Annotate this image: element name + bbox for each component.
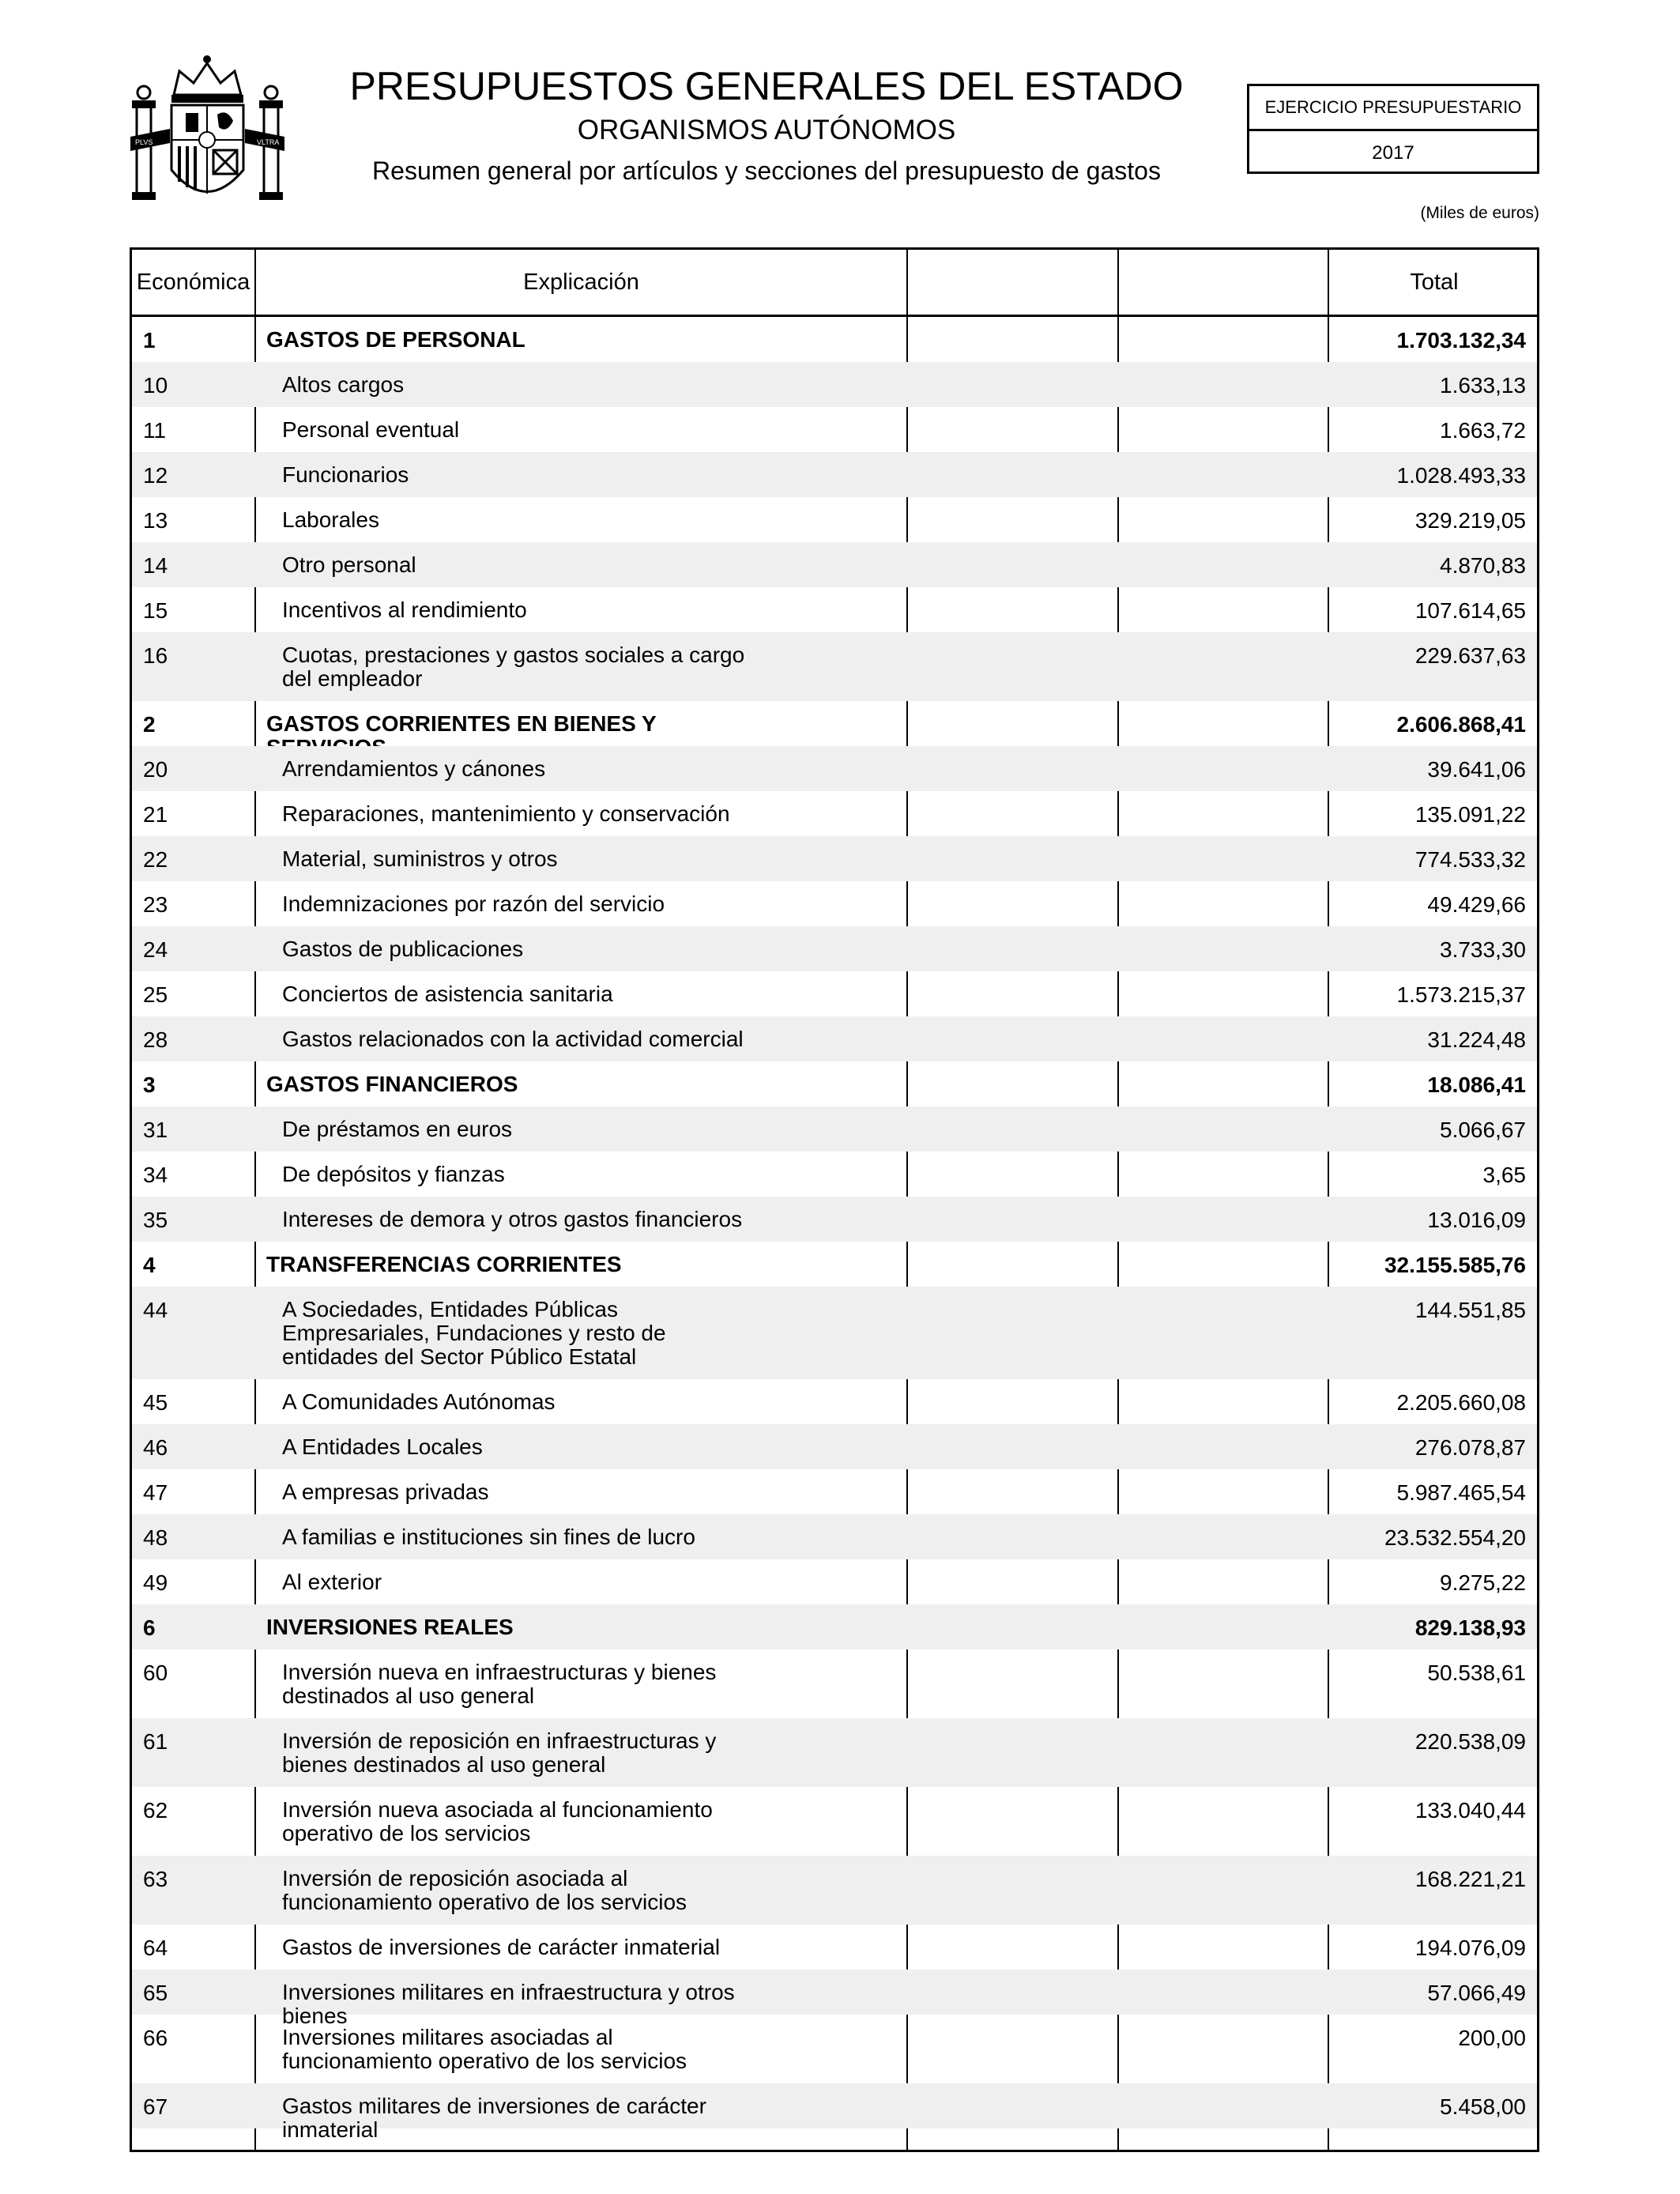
table-row xyxy=(132,1559,1537,1604)
table-row xyxy=(132,2083,1537,2142)
row-code: 13 xyxy=(143,508,168,533)
row-explanation: Gastos de publicaciones xyxy=(282,937,524,961)
row-code: 11 xyxy=(143,418,167,443)
row-total: 18.086,41 xyxy=(1427,1072,1526,1097)
column-header-explicacion: Explicación xyxy=(523,270,639,295)
row-code: 23 xyxy=(143,892,168,917)
row-total: 168.221,21 xyxy=(1414,1867,1526,1891)
row-total: 229.637,63 xyxy=(1414,643,1526,668)
table-row xyxy=(132,836,1537,881)
row-total: 276.078,87 xyxy=(1414,1435,1526,1460)
row-total: 144.551,85 xyxy=(1414,1298,1526,1322)
row-total: 49.429,66 xyxy=(1427,892,1526,917)
table-row xyxy=(132,791,1537,836)
row-code: 12 xyxy=(143,463,168,488)
row-code: 15 xyxy=(143,598,168,623)
row-total: 1.633,13 xyxy=(1440,373,1526,398)
row-total: 1.028.493,33 xyxy=(1396,463,1526,488)
row-explanation: Inversión de reposición asociada al funcionamiento operativo de los servicios xyxy=(282,1866,687,1914)
row-explanation: Intereses de demora y otros gastos financieros xyxy=(282,1207,743,1231)
row-code: 60 xyxy=(143,1661,168,1685)
row-code: 45 xyxy=(143,1390,168,1415)
row-total: 50.538,61 xyxy=(1427,1661,1526,1685)
row-explanation: GASTOS CORRIENTES EN BIENES Y xyxy=(266,711,657,736)
table-row xyxy=(132,1016,1537,1061)
table-section-row xyxy=(132,701,1537,746)
table-row xyxy=(132,1469,1537,1514)
row-explanation: Al exterior xyxy=(282,1570,382,1594)
units-note: (Miles de euros) xyxy=(1420,204,1539,222)
table-row xyxy=(132,1106,1537,1152)
table-row xyxy=(132,452,1537,497)
table-row xyxy=(132,1649,1537,1718)
row-code: 28 xyxy=(143,1027,168,1052)
row-total: 1.663,72 xyxy=(1440,418,1526,443)
row-total: 23.532.554,20 xyxy=(1384,1525,1526,1550)
row-total: 9.275,22 xyxy=(1440,1570,1526,1595)
row-explanation: Gastos relacionados con la actividad comercial xyxy=(282,1027,744,1051)
row-total: 5.458,00 xyxy=(1440,2094,1526,2119)
row-explanation: A familias e instituciones sin fines de lucro xyxy=(282,1525,695,1549)
table-row xyxy=(132,926,1537,971)
row-total: 13.016,09 xyxy=(1427,1208,1526,1232)
table-row xyxy=(132,746,1537,791)
row-explanation: De préstamos en euros xyxy=(282,1117,513,1141)
row-code: 35 xyxy=(143,1208,168,1232)
row-code: 48 xyxy=(143,1525,168,1550)
table-row xyxy=(132,1856,1537,1924)
row-total: 200,00 xyxy=(1458,2026,1526,2050)
row-explanation: Conciertos de asistencia sanitaria xyxy=(282,982,613,1006)
budget-table xyxy=(130,247,1539,2152)
table-section-row xyxy=(132,1604,1537,1649)
row-explanation: TRANSFERENCIAS CORRIENTES xyxy=(266,1252,622,1276)
row-explanation: Personal eventual xyxy=(282,417,460,442)
row-total: 39.641,06 xyxy=(1427,757,1526,782)
page-title: PRESUPUESTOS GENERALES DEL ESTADO xyxy=(349,64,1184,108)
row-code: 4 xyxy=(143,1253,156,1277)
motto-left-label: PLVS xyxy=(135,138,153,146)
row-total: 329.219,05 xyxy=(1414,508,1526,533)
table-row xyxy=(132,1970,1537,2028)
row-explanation: De depósitos y fianzas xyxy=(282,1162,505,1186)
row-explanation: Incentivos al rendimiento xyxy=(282,598,527,622)
row-code: 49 xyxy=(143,1570,168,1595)
row-code: 1 xyxy=(143,328,156,352)
ejercicio-year: 2017 xyxy=(1372,142,1414,164)
row-code: 3 xyxy=(143,1072,156,1097)
row-explanation: Reparaciones, mantenimiento y conservación xyxy=(282,801,730,826)
row-code: 34 xyxy=(143,1163,168,1187)
row-total: 57.066,49 xyxy=(1427,1981,1526,2005)
row-code: 2 xyxy=(143,712,156,737)
row-total: 2.205.660,08 xyxy=(1396,1390,1526,1415)
table-row xyxy=(132,1287,1537,1379)
row-explanation: Arrendamientos y cánones xyxy=(282,756,546,781)
row-explanation: GASTOS DE PERSONAL xyxy=(266,327,525,352)
row-total: 2.606.868,41 xyxy=(1396,712,1526,737)
page-subtitle: ORGANISMOS AUTÓNOMOS xyxy=(577,115,956,145)
row-explanation: A Sociedades, Entidades Públicas Empresariales, Fundaciones y resto de entidades del Sector Público Estatal xyxy=(282,1297,666,1369)
row-explanation: Gastos militares de inversiones de carácter inmaterial xyxy=(282,2094,706,2142)
row-explanation: Inversión nueva asociada al funcionamiento operativo de los servicios xyxy=(282,1797,713,1845)
row-code: 65 xyxy=(143,1981,168,2005)
row-code: 67 xyxy=(143,2094,168,2119)
row-total: 3.733,30 xyxy=(1440,937,1526,962)
row-explanation: Inversiones militares en infraestructura y otros bienes xyxy=(282,1980,735,2028)
column-header-blank xyxy=(1119,250,1328,315)
row-explanation: Material, suministros y otros xyxy=(282,846,558,871)
table-row xyxy=(132,1787,1537,1856)
row-total: 3,65 xyxy=(1482,1163,1526,1187)
row-explanation: A Entidades Locales xyxy=(282,1434,483,1459)
row-code: 64 xyxy=(143,1936,168,1960)
table-row xyxy=(132,971,1537,1016)
table-row xyxy=(132,407,1537,452)
table-row xyxy=(132,1379,1537,1424)
row-code: 14 xyxy=(143,553,168,578)
row-code: 63 xyxy=(143,1867,168,1891)
row-code: 22 xyxy=(143,847,168,872)
row-code: 24 xyxy=(143,937,168,962)
row-explanation: Inversión nueva en infraestructuras y bienes destinados al uso general xyxy=(282,1660,717,1708)
table-row xyxy=(132,632,1537,701)
row-total: 4.870,83 xyxy=(1440,553,1526,578)
motto-right-label: VLTRA xyxy=(257,138,280,146)
table-body xyxy=(132,317,1537,2142)
row-explanation: Funcionarios xyxy=(282,462,409,487)
row-total: 32.155.585,76 xyxy=(1384,1253,1526,1277)
row-explanation: GASTOS FINANCIEROS xyxy=(266,1072,518,1096)
row-total: 1.573.215,37 xyxy=(1396,982,1526,1007)
row-code: 66 xyxy=(143,2026,168,2050)
table-row xyxy=(132,587,1537,632)
row-total: 829.138,93 xyxy=(1414,1615,1526,1640)
row-code: 46 xyxy=(143,1435,168,1460)
table-row xyxy=(132,1718,1537,1787)
row-total: 135.091,22 xyxy=(1414,802,1526,827)
table-row xyxy=(132,2015,1537,2083)
row-explanation: Inversión de reposición en infraestructuras y bienes destinados al uso general xyxy=(282,1728,717,1777)
table-row xyxy=(132,1424,1537,1469)
row-explanation: Inversiones militares asociadas al funcionamiento operativo de los servicios xyxy=(282,2025,687,2073)
row-total: 31.224,48 xyxy=(1427,1027,1526,1052)
table-row xyxy=(132,1514,1537,1559)
row-code: 47 xyxy=(143,1480,168,1505)
row-explanation: Cuotas, prestaciones y gastos sociales a cargo del empleador xyxy=(282,643,745,691)
table-row xyxy=(132,542,1537,587)
row-total: 774.533,32 xyxy=(1414,847,1526,872)
row-explanation: A Comunidades Autónomas xyxy=(282,1389,556,1414)
row-explanation: Otro personal xyxy=(282,552,416,577)
row-total: 133.040,44 xyxy=(1414,1798,1526,1823)
row-explanation: Altos cargos xyxy=(282,372,405,397)
column-header-economica: Económica xyxy=(136,270,250,295)
row-explanation: INVERSIONES REALES xyxy=(266,1615,514,1639)
coat-of-arms-emblem xyxy=(130,51,284,209)
column-header-blank xyxy=(908,250,1117,315)
row-code: 6 xyxy=(143,1615,156,1640)
row-total: 1.703.132,34 xyxy=(1396,328,1526,352)
row-explanation: A empresas privadas xyxy=(282,1480,489,1504)
row-code: 16 xyxy=(143,643,168,668)
row-total: 5.066,67 xyxy=(1440,1118,1526,1142)
table-row xyxy=(132,1924,1537,1970)
row-code: 31 xyxy=(143,1118,168,1142)
ejercicio-box xyxy=(1247,84,1539,174)
row-code: 10 xyxy=(143,373,168,398)
ejercicio-label: EJERCICIO PRESUPUESTARIO xyxy=(1249,86,1537,131)
row-explanation: Gastos de inversiones de carácter inmaterial xyxy=(282,1935,721,1959)
table-row xyxy=(132,497,1537,542)
column-header-total: Total xyxy=(1410,270,1459,295)
table-row xyxy=(132,1152,1537,1197)
row-code: 61 xyxy=(143,1729,168,1754)
table-header xyxy=(132,250,1537,317)
row-explanation: Laborales xyxy=(282,507,379,532)
page-description: Resumen general por artículos y secciones del presupuesto de gastos xyxy=(372,156,1161,185)
row-total: 220.538,09 xyxy=(1414,1729,1526,1754)
table-section-row xyxy=(132,1242,1537,1287)
table-row xyxy=(132,881,1537,926)
row-code: 44 xyxy=(143,1298,168,1322)
table-section-row xyxy=(132,317,1537,362)
row-total: 194.076,09 xyxy=(1414,1936,1526,1960)
table-section-row xyxy=(132,1061,1537,1106)
row-total: 107.614,65 xyxy=(1414,598,1526,623)
table-row xyxy=(132,1197,1537,1242)
row-code: 62 xyxy=(143,1798,168,1823)
table-row xyxy=(132,362,1537,407)
row-explanation: Indemnizaciones por razón del servicio xyxy=(282,892,665,916)
row-code: 25 xyxy=(143,982,168,1007)
row-code: 20 xyxy=(143,757,168,782)
row-total: 5.987.465,54 xyxy=(1396,1480,1526,1505)
row-code: 21 xyxy=(143,802,168,827)
